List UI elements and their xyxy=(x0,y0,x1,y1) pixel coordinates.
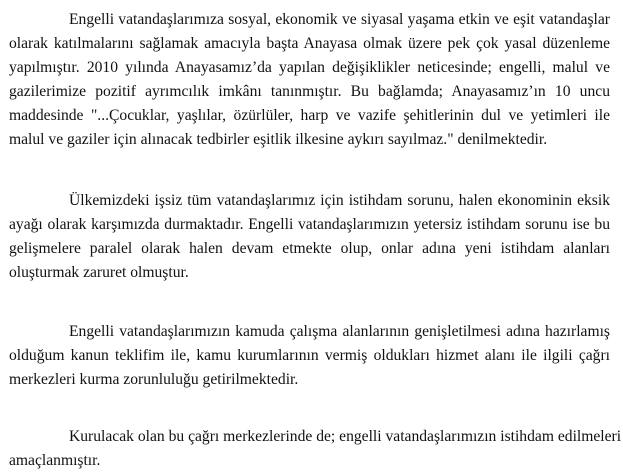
paragraph-1 xyxy=(9,8,610,152)
paragraph-1-line-1: Engelli vatandaşlarımıza sosyal, ekonomik ve siyasal yaşama etkin ve eşit vatandaşlar xyxy=(69,11,610,28)
paragraph-3-line-3: merkezleri kurma zorunluluğu getirilmektedir. xyxy=(9,371,299,388)
paragraph-4-line-1: Kurulacak olan bu çağrı merkezlerinde de; engelli vatandaşlarımızın istihdam edilmeleri xyxy=(69,428,622,445)
paragraph-2-line-4: oluşturmak zaruret olmuştur. xyxy=(9,264,189,281)
paragraph-1-line-4: gazilerimize pozitif ayrımcılık imkânı tanınmıştır. Bu bağlamda; Anayasamız’ın 10 uncu xyxy=(9,83,610,100)
paragraph-1-line-5: maddesinde "...Çocuklar, yaşlılar, özürlüler, harp ve vazife şehitlerinin dul ve yetimleri ile xyxy=(9,107,610,124)
paragraph-1-line-3: yapılmıştır. 2010 yılında Anayasamız’da yapılan değişiklikler neticesinde; engelli, malul ve xyxy=(9,59,610,76)
paragraph-2-line-2: ayağı olarak karşımızda durmaktadır. Engelli vatandaşlarımızın yetersiz istihdam sorunu ise bu xyxy=(9,216,610,233)
paragraph-4 xyxy=(9,425,622,473)
paragraph-3-line-1: Engelli vatandaşlarımızın kamuda çalışma alanlarının genişletilmesi adına hazırlamış xyxy=(69,323,610,340)
paragraph-3 xyxy=(9,320,610,392)
paragraph-1-line-6: malul ve gaziler için alınacak tedbirler eşitlik ilkesine aykırı sayılmaz." denilmektedir. xyxy=(9,131,548,148)
paragraph-4-line-2: amaçlanmıştır. xyxy=(9,452,101,469)
paragraph-2-line-1: Ülkemizdeki işsiz tüm vatandaşlarımız için istihdam sorunu, halen ekonominin eksik xyxy=(69,192,610,209)
paragraph-2-line-3: gelişmelere paralel olarak halen devam etmekte olup, onlar adına yeni istihdam alanları xyxy=(9,240,610,257)
paragraph-3-line-2: olduğum kanun teklifim ile, kamu kurumlarının vermiş oldukları hizmet alanı ile ilgili çağrı xyxy=(9,347,610,364)
paragraph-2 xyxy=(9,189,610,285)
paragraph-1-line-2: olarak katılmalarını sağlamak amacıyla başta Anayasa olmak üzere pek çok yasal düzenleme xyxy=(9,35,610,52)
